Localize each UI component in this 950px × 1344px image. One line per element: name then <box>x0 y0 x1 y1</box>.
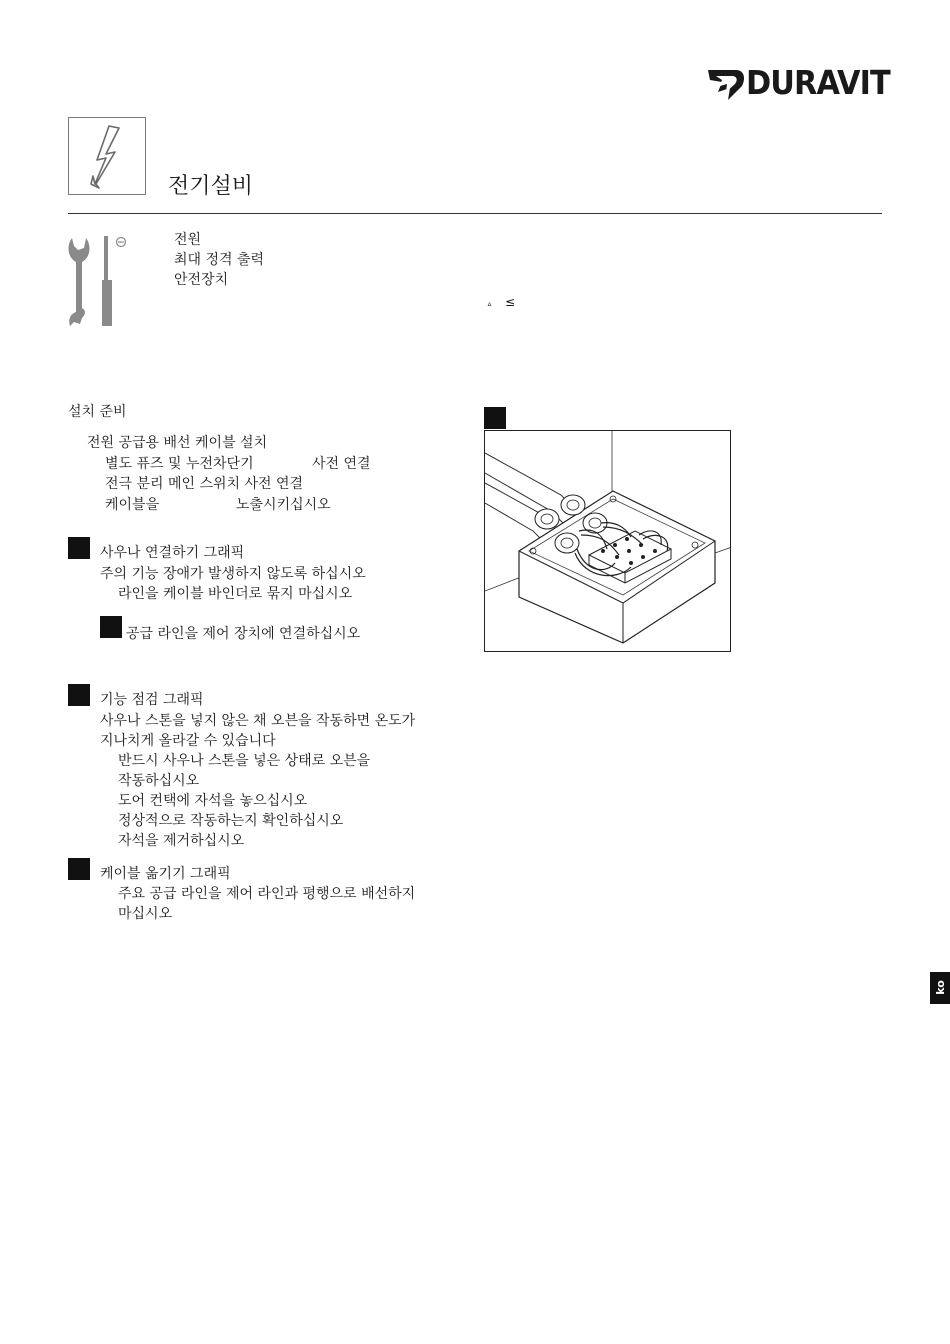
spec-label-max-output: 최대 정격 출력 <box>174 252 265 268</box>
section-check-line-1: 사우나 스톤을 넣지 않은 채 오븐을 작동하면 온도가 <box>100 713 416 729</box>
section-sauna-step: 공급 라인을 제어 장치에 연결하십시오 <box>126 626 361 642</box>
step-marker <box>68 858 90 880</box>
section-sauna-title: 사우나 연결하기 그래픽 <box>100 545 245 561</box>
section-check-item: 정상적으로 작동하는지 확인하십시오 <box>118 813 344 829</box>
step-marker <box>100 616 122 638</box>
install-line-1: 전원 공급용 배선 케이블 설치 <box>87 435 268 451</box>
brand-name: DURAVIT <box>746 63 890 102</box>
spec-label-power: 전원 <box>174 232 202 248</box>
section-cable-line-2: 마십시오 <box>118 906 173 922</box>
section-check-item: 작동하십시오 <box>118 773 200 789</box>
spec-symbol-le: ≤ <box>505 295 516 309</box>
step-marker <box>68 684 90 706</box>
duravit-logo <box>706 62 891 104</box>
section-check-title: 기능 점검 그래픽 <box>100 692 204 708</box>
spec-label-safety: 안전장치 <box>174 272 229 288</box>
install-line-2a: 별도 퓨즈 및 누전차단기 <box>105 456 254 472</box>
section-cable-line-1: 주요 공급 라인을 제어 라인과 평행으로 배선하지 <box>118 886 416 902</box>
title-divider <box>68 213 882 214</box>
section-check-item: 반드시 사우나 스톤을 넣은 상태로 오븐을 <box>118 753 371 769</box>
junction-box-illustration <box>484 430 731 652</box>
install-line-4b: 노출시키십시오 <box>236 497 331 513</box>
install-line-2b: 사전 연결 <box>312 456 371 472</box>
section-check-item: 도어 컨택에 자석을 놓으십시오 <box>118 793 308 809</box>
spec-symbol-delta: ᐞ <box>487 302 492 312</box>
tools-icon <box>66 232 128 328</box>
install-line-3: 전극 분리 메인 스위치 사전 연결 <box>105 476 304 492</box>
page-title: 전기설비 <box>168 174 254 199</box>
install-line-4a: 케이블을 <box>105 497 160 513</box>
step-marker <box>68 537 90 559</box>
figure-marker <box>484 407 506 429</box>
section-cable-title: 케이블 옮기기 그래픽 <box>100 866 231 882</box>
duravit-emblem-icon <box>706 62 748 104</box>
electrical-warning-icon <box>68 117 146 195</box>
section-check-line-2: 지나치게 올라갈 수 있습니다 <box>100 733 276 749</box>
section-check-item: 자석을 제거하십시오 <box>118 833 245 849</box>
install-heading: 설치 준비 <box>68 404 127 420</box>
language-tab: ko <box>930 972 950 1004</box>
section-sauna-item-1: 라인을 케이블 바인더로 묶지 마십시오 <box>118 586 353 602</box>
section-sauna-warning: 주의 기능 장애가 발생하지 않도록 하십시오 <box>100 566 366 582</box>
